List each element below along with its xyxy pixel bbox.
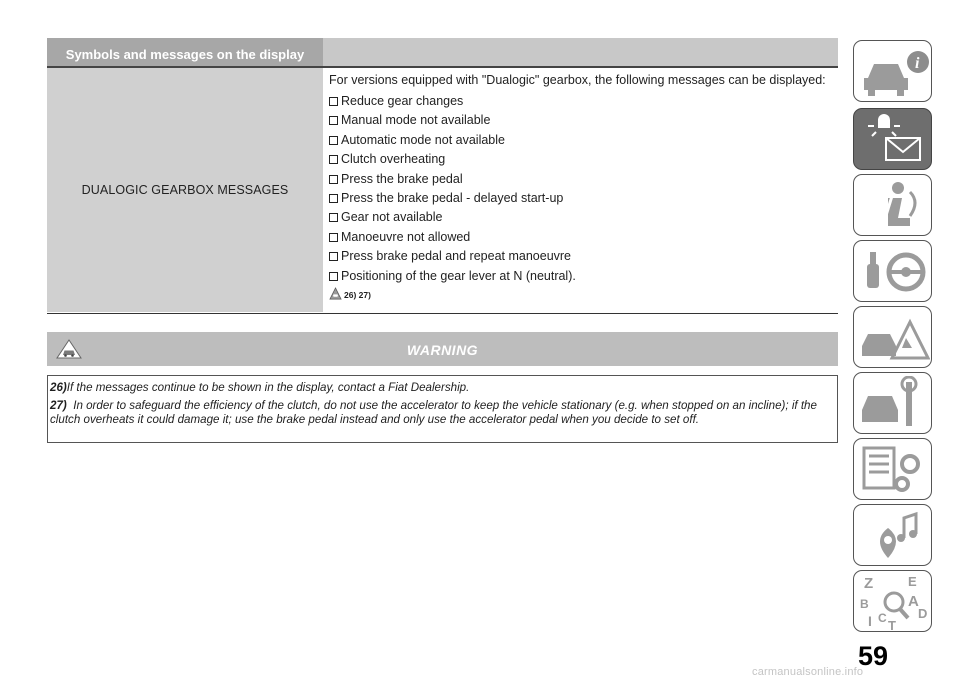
svg-text:T: T: [888, 618, 896, 630]
reference-numbers: 26) 27): [344, 289, 371, 300]
list-item: Press the brake pedal - delayed start-up: [329, 189, 839, 208]
tab-warning-lights[interactable]: [853, 108, 932, 170]
list-item: Automatic mode not available: [329, 131, 839, 150]
warning-car-icon: [329, 287, 342, 300]
row-label-cell: [47, 68, 323, 312]
checkbox-icon: [329, 252, 338, 261]
checkbox-icon: [329, 155, 338, 164]
key-steering-wheel-icon: [858, 244, 930, 300]
watermark: carmanualsonline.info: [752, 666, 864, 678]
warning-note: [50, 399, 837, 427]
page-number: 59: [858, 641, 889, 671]
tab-maintenance[interactable]: [853, 372, 932, 434]
table-header: [47, 38, 838, 66]
svg-text:C: C: [878, 611, 887, 625]
tab-car-info[interactable]: [853, 40, 932, 102]
warning-references[interactable]: [329, 287, 839, 300]
note-text: If the messages continue to be shown in the display, contact a Fiat Dealership.: [66, 381, 470, 394]
table-header-title: Symbols and messages on the display: [47, 38, 323, 66]
checkbox-icon: [329, 136, 338, 145]
technical-data-icon: [858, 442, 930, 498]
svg-text:I: I: [868, 613, 872, 629]
list-item: Clutch overheating: [329, 150, 839, 169]
warning-light-message-icon: [858, 112, 930, 168]
svg-text:E: E: [908, 574, 917, 589]
car-service-icon: [858, 376, 930, 432]
row-content-cell: [329, 73, 839, 300]
svg-text:B: B: [860, 597, 869, 611]
list-item: Manual mode not available: [329, 111, 839, 130]
car-info-icon: [858, 44, 930, 100]
checkbox-icon: [329, 175, 338, 184]
svg-text:i: i: [915, 55, 920, 72]
note-text: In order to safeguard the efficiency of the clutch, do not use the accelerator to keep the vehicle stationary (e.g. when stopped on an incline); if the clutch overheats it could damage it; use the brake pedal instead and only use the accelerator pedal when you decide to set off.: [50, 399, 817, 426]
car-breakdown-icon: [858, 310, 930, 366]
checkbox-icon: [329, 116, 338, 125]
multimedia-icon: [858, 508, 930, 564]
warning-header: [47, 332, 838, 366]
note-ref: 26): [50, 381, 67, 394]
list-item: Positioning of the gear lever at N (neutral).: [329, 267, 839, 286]
tab-starting-driving[interactable]: [853, 240, 932, 302]
checkbox-icon: [329, 97, 338, 106]
list-item: Press brake pedal and repeat manoeuvre: [329, 247, 839, 266]
note-ref: 27): [50, 399, 67, 412]
checkbox-icon: [329, 194, 338, 203]
svg-text:D: D: [918, 606, 928, 621]
checkbox-icon: [329, 272, 338, 281]
svg-text:A: A: [908, 593, 919, 610]
warning-notes: [47, 375, 838, 443]
tab-multimedia[interactable]: [853, 504, 932, 566]
tab-technical-data[interactable]: [853, 438, 932, 500]
warning-title: WARNING: [406, 342, 479, 358]
divider: [47, 313, 838, 314]
tab-emergency[interactable]: [853, 306, 932, 368]
warning-note: [50, 381, 837, 395]
list-item: Press the brake pedal: [329, 170, 839, 189]
alphabetical-index-icon: [858, 574, 930, 630]
seat-airbag-icon: [858, 178, 930, 234]
checkbox-icon: [329, 233, 338, 242]
list-item: Reduce gear changes: [329, 92, 839, 111]
intro-text: For versions equipped with "Dualogic" gearbox, the following messages can be displayed:: [329, 73, 826, 87]
svg-text:Z: Z: [864, 575, 874, 592]
message-list: [329, 92, 839, 286]
tab-index[interactable]: [853, 570, 932, 632]
checkbox-icon: [329, 213, 338, 222]
list-item: Manoeuvre not allowed: [329, 228, 839, 247]
tab-safety[interactable]: [853, 174, 932, 236]
row-label: DUALOGIC GEARBOX MESSAGES: [81, 183, 289, 197]
list-item: Gear not available: [329, 208, 839, 227]
